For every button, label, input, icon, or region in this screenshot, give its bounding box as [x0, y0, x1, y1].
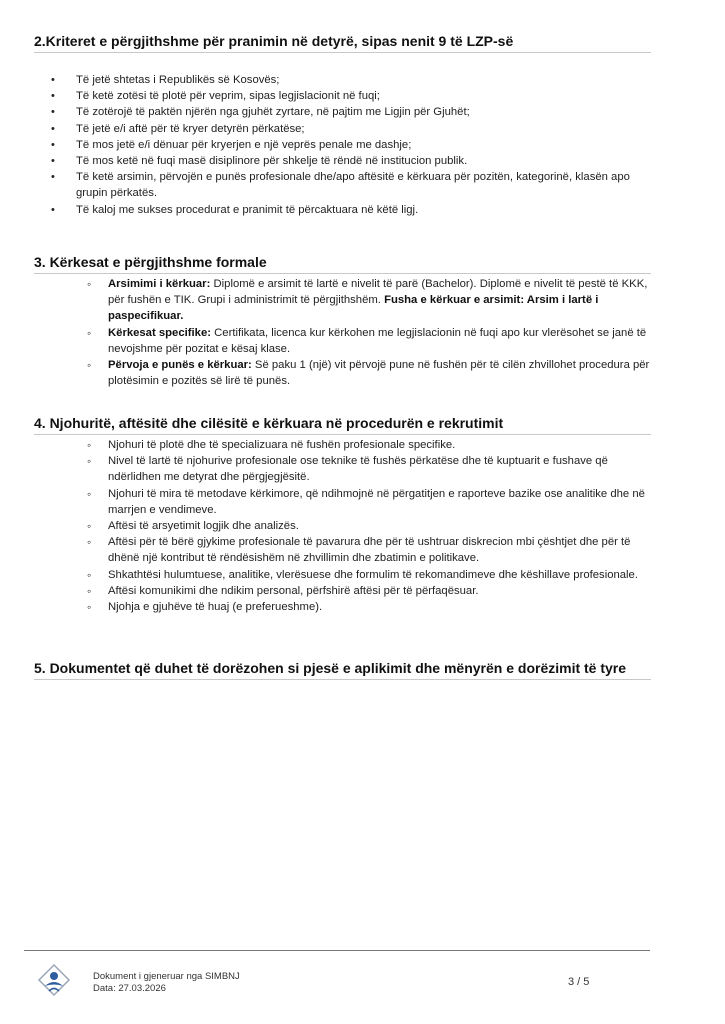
list-item: • Të mos jetë e/i dënuar për kryerjen e një veprës penale me dashje;: [34, 137, 651, 153]
section-title: 2.Kriteret e përgjithshme për pranimin në detyrë, sipas nenit 9 të LZP-së: [34, 32, 651, 53]
criteria-list: [34, 72, 651, 218]
item-label: Përvoja e punës e kërkuar:: [108, 359, 252, 372]
list-item: [34, 325, 651, 357]
list-item: ◦ Aftësi komunikimi dhe ndikim personal, përfshirë aftësi për të përfaqësuar.: [34, 583, 651, 599]
list-item: ◦ Shkathtësi hulumtuese, analitike, vlerësuese dhe formulim të rekomandimeve dhe këshillave profesionale.: [34, 567, 651, 583]
list-item: • Të ketë zotësi të plotë për veprim, sipas legjislacionit në fuqi;: [34, 88, 651, 104]
list-item: ◦ Nivel të lartë të njohurive profesionale ose teknike të fushës përkatëse dhe të kuptuarit e fushave që ndërlidhen me detyrat dhe përgjegjësitë.: [34, 453, 651, 485]
list-item: [34, 357, 651, 389]
item-label: Arsimimi i kërkuar:: [108, 278, 211, 290]
list-item: ◦ Aftësi për të bërë gjykime profesionale të pavarura dhe për të ushtruar diskrecion mbi çështjet dhe për të dhënë një kontribut të rëndësishëm në zhvillimin dhe zbatimin e politikave.: [34, 534, 651, 566]
skills-list: [34, 437, 651, 615]
list-item: • Të kaloj me sukses procedurat e pranimit të përcaktuara në këtë ligj.: [34, 202, 651, 218]
section-general-criteria: [34, 32, 651, 218]
footer-info: [93, 971, 240, 995]
page-number: 3 / 5: [568, 976, 590, 988]
section-formal-requirements: [34, 253, 651, 389]
list-item: • Të ketë arsimin, përvojën e punës profesionale dhe/apo aftësitë e kërkuara për pozitën, kategorinë, klasën apo grupin përkatës.: [34, 169, 651, 201]
item-label: Fusha e kërkuar e arsimit: Arsim i lartë i paspecifikuar.: [108, 294, 599, 323]
footer-date: Data: 27.03.2026: [93, 983, 166, 994]
item-text: Certifikata, licenca kur kërkohen me legjislacionin në fuqi apo kur vlerësohet se janë të nevojshme për pozitat e kësaj klase.: [108, 326, 647, 355]
item-text: Së paku 1 (një) vit përvojë pune në fushën për të cilën zhvillohet procedura për plotësimin e pozitës së lirë të punës.: [108, 359, 650, 388]
list-item: ◦ Njohuri të mira të metodave kërkimore, që ndihmojnë në përgatitjen e raporteve bazike ose analitike dhe në marrjen e vendimeve.: [34, 486, 651, 518]
list-item: ◦ Njohuri të plotë dhe të specializuara në fushën profesionale specifike.: [34, 437, 651, 453]
footer-divider: [24, 950, 650, 951]
requirements-list: [34, 276, 651, 389]
list-item: • Të zotërojë të paktën njërën nga gjuhët zyrtare, në pajtim me Ligjin për Gjuhët;: [34, 104, 651, 120]
section-documents: [34, 659, 651, 680]
list-item: • Të jetë shtetas i Republikës së Kosovës;: [34, 72, 651, 88]
list-item: [34, 276, 651, 325]
footer-generated-by: Dokument i gjeneruar nga SIMBNJ: [93, 971, 240, 982]
list-item: ◦ Njohja e gjuhëve të huaj (e preferueshme).: [34, 599, 651, 615]
list-item: • Të mos ketë në fuqi masë disiplinore për shkelje të rëndë në institucion publik.: [34, 153, 651, 169]
list-item: • Të jetë e/i aftë për të kryer detyrën përkatëse;: [34, 121, 651, 137]
section-title: 3. Kërkesat e përgjithshme formale: [34, 253, 651, 274]
simbnj-logo-icon: [36, 962, 72, 1002]
item-text: Diplomë e arsimit të lartë e nivelit të parë (Bachelor). Diplomë e nivelit të pestë të KKK, për fushën e TIK. Grupi i administrimit të përgjithshëm.: [108, 278, 648, 307]
section-title: 5. Dokumentet që duhet të dorëzohen si pjesë e aplikimit dhe mënyrën e dorëzimit të tyre: [34, 659, 651, 680]
list-item: ◦ Aftësi të arsyetimit logjik dhe analizës.: [34, 518, 651, 534]
section-title: 4. Njohuritë, aftësitë dhe cilësitë e kërkuara në procedurën e rekrutimit: [34, 414, 651, 435]
section-knowledge-skills: [34, 414, 651, 615]
item-label: Kërkesat specifike:: [108, 326, 211, 339]
